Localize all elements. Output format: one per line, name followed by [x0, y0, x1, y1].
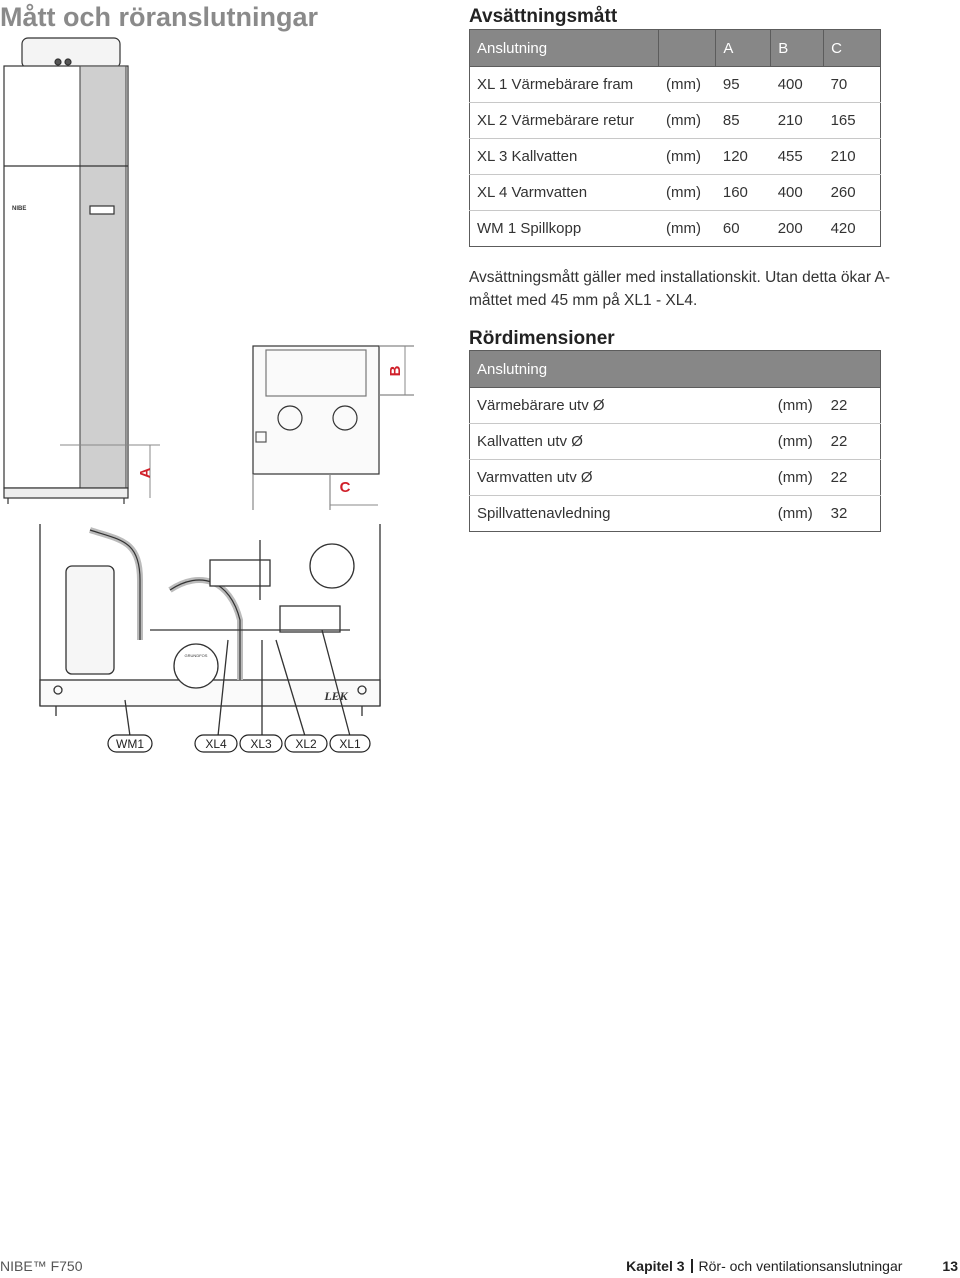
unit-front-view	[4, 38, 128, 504]
cell-unit: (mm)	[659, 67, 716, 103]
cell-b: 400	[771, 175, 824, 211]
pipework-detail	[40, 524, 380, 736]
header-anslutning: Anslutning	[470, 351, 881, 388]
cell-unit: (mm)	[771, 388, 824, 424]
table-row	[470, 460, 881, 496]
callout-xl2: XL2	[295, 737, 317, 751]
cell-connection: XL 1 Värmebärare fram	[470, 67, 659, 103]
cell-connection: Kallvatten utv Ø	[470, 424, 771, 460]
footer-chapter-number: Kapitel 3	[626, 1258, 685, 1274]
cell-connection: XL 3 Kallvatten	[470, 139, 659, 175]
cell-unit: (mm)	[659, 103, 716, 139]
cell-unit: (mm)	[659, 211, 716, 247]
dimension-label-b: B	[387, 365, 404, 377]
footer-chapter-title: Rör- och ventilationsanslutningar	[698, 1258, 903, 1274]
dimension-label-c: C	[339, 479, 351, 496]
cell-unit: (mm)	[771, 460, 824, 496]
cell-a: 60	[716, 211, 771, 247]
table-row	[470, 496, 881, 532]
table-row	[470, 388, 881, 424]
cell-a: 85	[716, 103, 771, 139]
cell-unit: (mm)	[659, 175, 716, 211]
pipe-dimensions-title: Rördimensioner	[469, 328, 615, 349]
callout-xl1: XL1	[339, 737, 361, 751]
pipe-dimensions-table	[469, 350, 881, 532]
callout-xl4: XL4	[205, 737, 227, 751]
footer-page-number: 13	[942, 1258, 958, 1274]
cell-connection: Värmebärare utv Ø	[470, 388, 771, 424]
footer-product: NIBE™ F750	[0, 1258, 83, 1274]
cell-c: 260	[824, 175, 881, 211]
table-row	[470, 103, 881, 139]
page-title: Mått och röranslutningar	[0, 2, 319, 32]
cell-unit: (mm)	[771, 424, 824, 460]
pump-label: GRUNDFOS	[184, 653, 208, 658]
cell-value: 22	[824, 460, 881, 496]
brand-mark: NIBE	[12, 206, 27, 212]
pipe-header-row	[470, 351, 881, 388]
table-row	[470, 139, 881, 175]
table-row	[470, 424, 881, 460]
cell-unit: (mm)	[771, 496, 824, 532]
dimension-label-a: A	[137, 467, 154, 479]
header-anslutning: Anslutning	[470, 30, 659, 67]
stamp-text: LEK	[324, 689, 348, 703]
header-c: C	[824, 30, 881, 67]
cell-connection: XL 2 Värmebärare retur	[470, 103, 659, 139]
callout-wm1: WM1	[116, 737, 144, 751]
cell-c: 210	[824, 139, 881, 175]
dimensions-note: Avsättningsmått gäller med installationskit. Utan detta ökar A-måttet med 45 mm på XL1 - XL4.	[469, 269, 891, 309]
cell-value: 22	[824, 388, 881, 424]
unit-drawing	[0, 0, 470, 760]
footer-separator	[691, 1259, 693, 1273]
cell-connection: Varmvatten utv Ø	[470, 460, 771, 496]
cell-value: 32	[824, 496, 881, 532]
header-a: A	[716, 30, 771, 67]
table-row	[470, 211, 881, 247]
dimensions-header-row	[470, 30, 881, 67]
cell-b: 455	[771, 139, 824, 175]
cell-a: 120	[716, 139, 771, 175]
cell-c: 420	[824, 211, 881, 247]
footer-chapter	[626, 1258, 958, 1274]
cell-connection: XL 4 Varmvatten	[470, 175, 659, 211]
cell-b: 400	[771, 67, 824, 103]
table-row	[470, 175, 881, 211]
dimensions-table	[469, 29, 881, 247]
cell-value: 22	[824, 424, 881, 460]
cell-a: 160	[716, 175, 771, 211]
cell-connection: WM 1 Spillkopp	[470, 211, 659, 247]
header-unit	[659, 30, 716, 67]
table-row	[470, 67, 881, 103]
connection-callouts	[108, 735, 370, 752]
cell-c: 70	[824, 67, 881, 103]
cell-c: 165	[824, 103, 881, 139]
cell-b: 200	[771, 211, 824, 247]
cell-connection: Spillvattenavledning	[470, 496, 771, 532]
cell-a: 95	[716, 67, 771, 103]
cell-b: 210	[771, 103, 824, 139]
cell-unit: (mm)	[659, 139, 716, 175]
dimensions-title: Avsättningsmått	[469, 6, 618, 27]
callout-xl3: XL3	[250, 737, 272, 751]
header-b: B	[771, 30, 824, 67]
